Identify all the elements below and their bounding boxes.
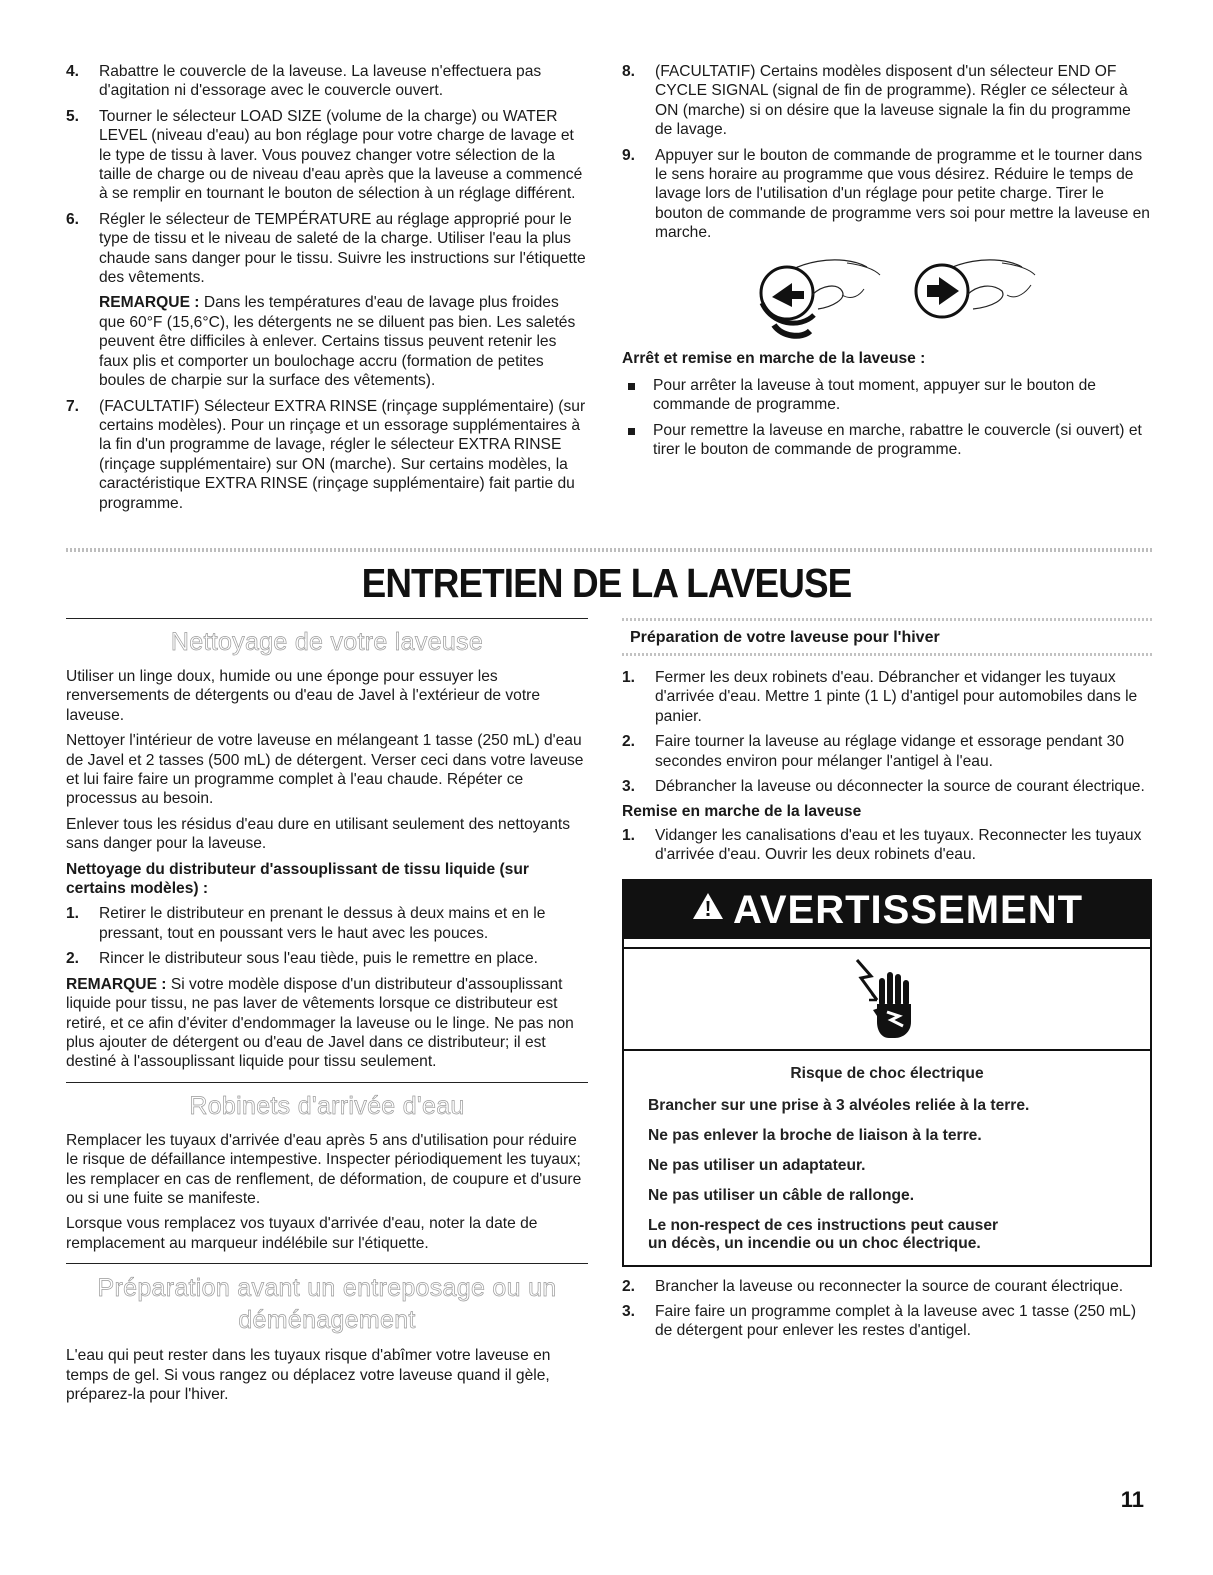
warning-box <box>622 879 1152 1267</box>
electric-shock-icon <box>847 956 927 1042</box>
warning-body <box>624 1051 1150 1265</box>
item-text: Rincer le distributeur sous l'eau tiède, puis le remettre en place. <box>99 950 538 968</box>
item-number: 8. <box>622 63 636 80</box>
list-item <box>66 397 586 513</box>
warning-consequence <box>648 1217 1126 1253</box>
note-label: REMARQUE : <box>99 294 200 312</box>
warning-line: Ne pas utiliser un câble de rallonge. <box>648 1186 915 1204</box>
page-number: 11 <box>1120 1487 1144 1512</box>
item-number: 2. <box>622 733 636 751</box>
faucets-heading: Robinets d'arrivée d'eau <box>189 1091 465 1120</box>
dispenser-heading: Nettoyage du distributeur d'assouplissant de tissu liquide (sur certains modèles) : <box>66 860 529 898</box>
item-number: 2. <box>66 950 80 968</box>
warning-line: Brancher sur une prise à 3 alvéoles reliée à la terre. <box>648 1096 1030 1114</box>
item-text: (FACULTATIF) Certains modèles disposent d'un sélecteur END OF CYCLE SIGNAL (signal de fin de programme). Régler ce sélecteur à ON (marche) si on désire que la laveuse signale la fin du programme de lavage. <box>655 63 1131 139</box>
bullet-text: Pour remettre la laveuse en marche, rabattre le couvercle (si ouvert) et tirer le bouton de commande de programme. <box>653 421 1142 459</box>
note-label: REMARQUE : <box>66 975 167 993</box>
item-number: 3. <box>622 1303 636 1321</box>
item-text: Brancher la laveuse ou reconnecter la source de courant électrique. <box>655 1277 1124 1295</box>
bottom-left-column <box>66 618 588 1410</box>
warning-line: Ne pas enlever la broche de liaison à la terre. <box>648 1126 982 1144</box>
item-number: 9. <box>622 146 636 164</box>
list-item <box>66 107 586 204</box>
stop-restart-heading: Arrêt et remise en marche de la laveuse : <box>622 349 926 367</box>
warning-risk: Risque de choc électrique <box>790 1064 984 1082</box>
list-item <box>622 146 1152 243</box>
cleaning-paragraph: Nettoyer l'intérieur de votre laveuse en mélangeant 1 tasse (250 mL) d'eau de Javel et 2 tasses (500 mL) de détergent. Verser ceci dans votre laveuse et lui faire faire un programme complet à l'eau chaude. Répéter ce processus au besoin. <box>66 732 584 808</box>
bullet-icon <box>622 421 653 460</box>
faucets-paragraph: Remplacer les tuyaux d'arrivée d'eau après 5 ans d'utilisation pour réduire le risque de défaillance intempestive. Inspecter périodiquement les tuyaux; les remplacer en cas de renflement, de déformation, de coupure et d'usure ou si une fuite se manifeste. <box>66 1131 582 1207</box>
item-number: 6. <box>66 210 80 228</box>
section-rule <box>66 1263 588 1264</box>
item-text: Retirer le distributeur en prenant le dessus à deux mains et en le pressant, tout en poussant vers le haut avec les pouces. <box>99 905 546 942</box>
item-text: Faire tourner la laveuse au réglage vidange et essorage pendant 30 secondes environ pour mélanger l'antigel à l'eau. <box>655 733 1125 770</box>
note-text: Dans les températures d'eau de lavage plus froides que 60°F (15,6°C), les détergents ne se diluent pas bien. Les saletés peuvent être difficiles à enlever. Certains tissus peuvent retenir les faux plis et comporter un boulochage accru (formation de petites boules de charpie sur la surface des vêtements). <box>99 294 576 390</box>
note-text: Si votre modèle dispose d'un distributeur d'assouplissant liquide pour tissu, ne pas laver de vêtements lorsque ce distributeur est retiré, et ce afin d'éviter d'endommager la laveuse ou le linge. Ne pas non plus ajouter de détergent ou d'eau de Javel dans ce distributeur; il est destiné à l'assouplissant liquide pour tissu seulement. <box>66 975 574 1071</box>
bullet-text: Pour arrêter la laveuse à tout moment, appuyer sur le bouton de commande de programme. <box>653 377 1096 414</box>
cleaning-paragraph: Utiliser un linge doux, humide ou une éponge pour essuyer les renversements de détergents ou d'eau de Javel à l'extérieur de votre laveuse. <box>66 668 541 724</box>
warning-header <box>624 881 1150 947</box>
bottom-right-column <box>622 618 1152 1347</box>
section-rule <box>66 1082 588 1083</box>
item-text: Tourner le sélecteur LOAD SIZE (volume de la charge) ou WATER LEVEL (niveau d'eau) au bon réglage pour votre charge de lavage et le type de tissu à laver. Vous pouvez changer votre sélection de la taille de charge ou de niveau d'eau après que la laveuse a commencé à se remplir en tournant le bouton de sélection à un réglage différent. <box>99 107 583 203</box>
list-item <box>622 826 1152 865</box>
dotted-rule <box>622 653 1152 656</box>
top-right-column <box>622 62 1152 466</box>
list-item <box>622 1277 1152 1296</box>
section-divider <box>66 548 1152 552</box>
item-number: 2. <box>622 1277 636 1295</box>
item-text: (FACULTATIF) Sélecteur EXTRA RINSE (rinçage supplémentaire) (sur certains modèles). Pour un rinçage et un essorage supplémentaires à la fin d'un programme de lavage, régler le sélecteur EXTRA RINSE (rinçage supplémentaire) sur ON (marche). Sur certains modèles, la caractéristique EXTRA RINSE (rinçage supplémentaire) fait partie du programme. <box>99 397 586 512</box>
item-number: 1. <box>622 826 636 844</box>
dispenser-note <box>66 975 588 1072</box>
list-item <box>622 732 1152 771</box>
item-text: Vidanger les canalisations d'eau et les tuyaux. Reconnecter les tuyaux d'arrivée d'eau. Ouvrir les deux robinets d'eau. <box>655 826 1142 864</box>
item-number: 3. <box>622 778 636 796</box>
bullet-item <box>622 376 1152 415</box>
bullet-icon <box>622 376 653 415</box>
list-item <box>622 668 1152 726</box>
list-item <box>622 62 1152 140</box>
consequence-line-1: Le non-respect de ces instructions peut causer <box>648 1216 999 1234</box>
item-text: Faire faire un programme complet à la laveuse avec 1 tasse (250 mL) de détergent pour enlever les restes d'antigel. <box>655 1303 1137 1340</box>
page-title: ENTRETIEN DE LA LAVEUSE <box>361 560 852 606</box>
bullet-item <box>622 421 1152 460</box>
item-number: 5. <box>66 107 80 125</box>
consequence-line-2: un décès, un incendie ou un choc électrique. <box>648 1234 981 1252</box>
knob-illustration <box>622 249 1152 345</box>
restart-heading: Remise en marche de la laveuse <box>622 803 862 821</box>
temperature-note <box>99 293 586 390</box>
list-item <box>66 210 586 288</box>
cleaning-heading: Nettoyage de votre laveuse <box>170 628 484 656</box>
shock-symbol-area <box>624 947 1150 1051</box>
storage-paragraph: L'eau qui peut rester dans les tuyaux risque d'abîmer votre laveuse en temps de gel. Si vous rangez ou déplacez votre laveuse quand il gèle, préparez-la pour l'hiver. <box>66 1347 551 1403</box>
warning-line: Ne pas utiliser un adaptateur. <box>648 1156 866 1174</box>
list-item <box>622 1302 1152 1341</box>
item-number: 7. <box>66 397 80 415</box>
item-number: 1. <box>622 669 636 686</box>
list-item <box>66 62 586 101</box>
item-text: Fermer les deux robinets d'eau. Débrancher et vidanger les tuyaux d'arrivée d'eau. Mettre 1 pinte (1 L) d'antigel pour automobiles dans le panier. <box>655 669 1138 725</box>
warning-title: AVERTISSEMENT <box>732 887 1084 932</box>
list-item <box>66 949 588 968</box>
faucets-paragraph: Lorsque vous remplacez vos tuyaux d'arrivée d'eau, noter la date de remplacement au marqueur indélébile sur l'étiquette. <box>66 1215 538 1252</box>
storage-heading: Préparation avant un entreposage ou un déménagement <box>97 1274 557 1335</box>
top-left-column <box>66 62 586 519</box>
cleaning-paragraph: Enlever tous les résidus d'eau dure en utilisant seulement des nettoyants sans danger pour la laveuse. <box>66 815 571 853</box>
item-text: Rabattre le couvercle de la laveuse. La laveuse n'effectuera pas d'agitation ni d'essorage avec le couvercle ouvert. <box>99 63 542 100</box>
item-text: Régler le sélecteur de TEMPÉRATURE au réglage approprié pour le type de tissu et le niveau de saleté de la charge. Utiliser l'eau la plus chaude sans danger pour le tissu. Suivre les instructions sur l'étiquette des vêtements. <box>99 210 586 287</box>
hand-knob-icon <box>622 249 1152 345</box>
warning-triangle-icon <box>691 879 725 937</box>
list-item <box>622 777 1152 796</box>
winter-heading: Préparation de votre laveuse pour l'hiver <box>630 629 940 646</box>
dotted-rule <box>622 618 1152 621</box>
list-item <box>66 904 588 943</box>
item-number: 4. <box>66 63 80 80</box>
section-rule <box>66 618 588 619</box>
item-text: Débrancher la laveuse ou déconnecter la source de courant électrique. <box>655 778 1145 796</box>
item-text: Appuyer sur le bouton de commande de programme et le tourner dans le sens horaire au programme que vous désirez. Réduire le temps de lavage lors de l'utilisation d'un réglage pour petite charge. Tirer le bouton de commande de programme vers soi pour mettre la laveuse en marche. <box>655 146 1150 242</box>
item-number: 1. <box>66 905 80 923</box>
